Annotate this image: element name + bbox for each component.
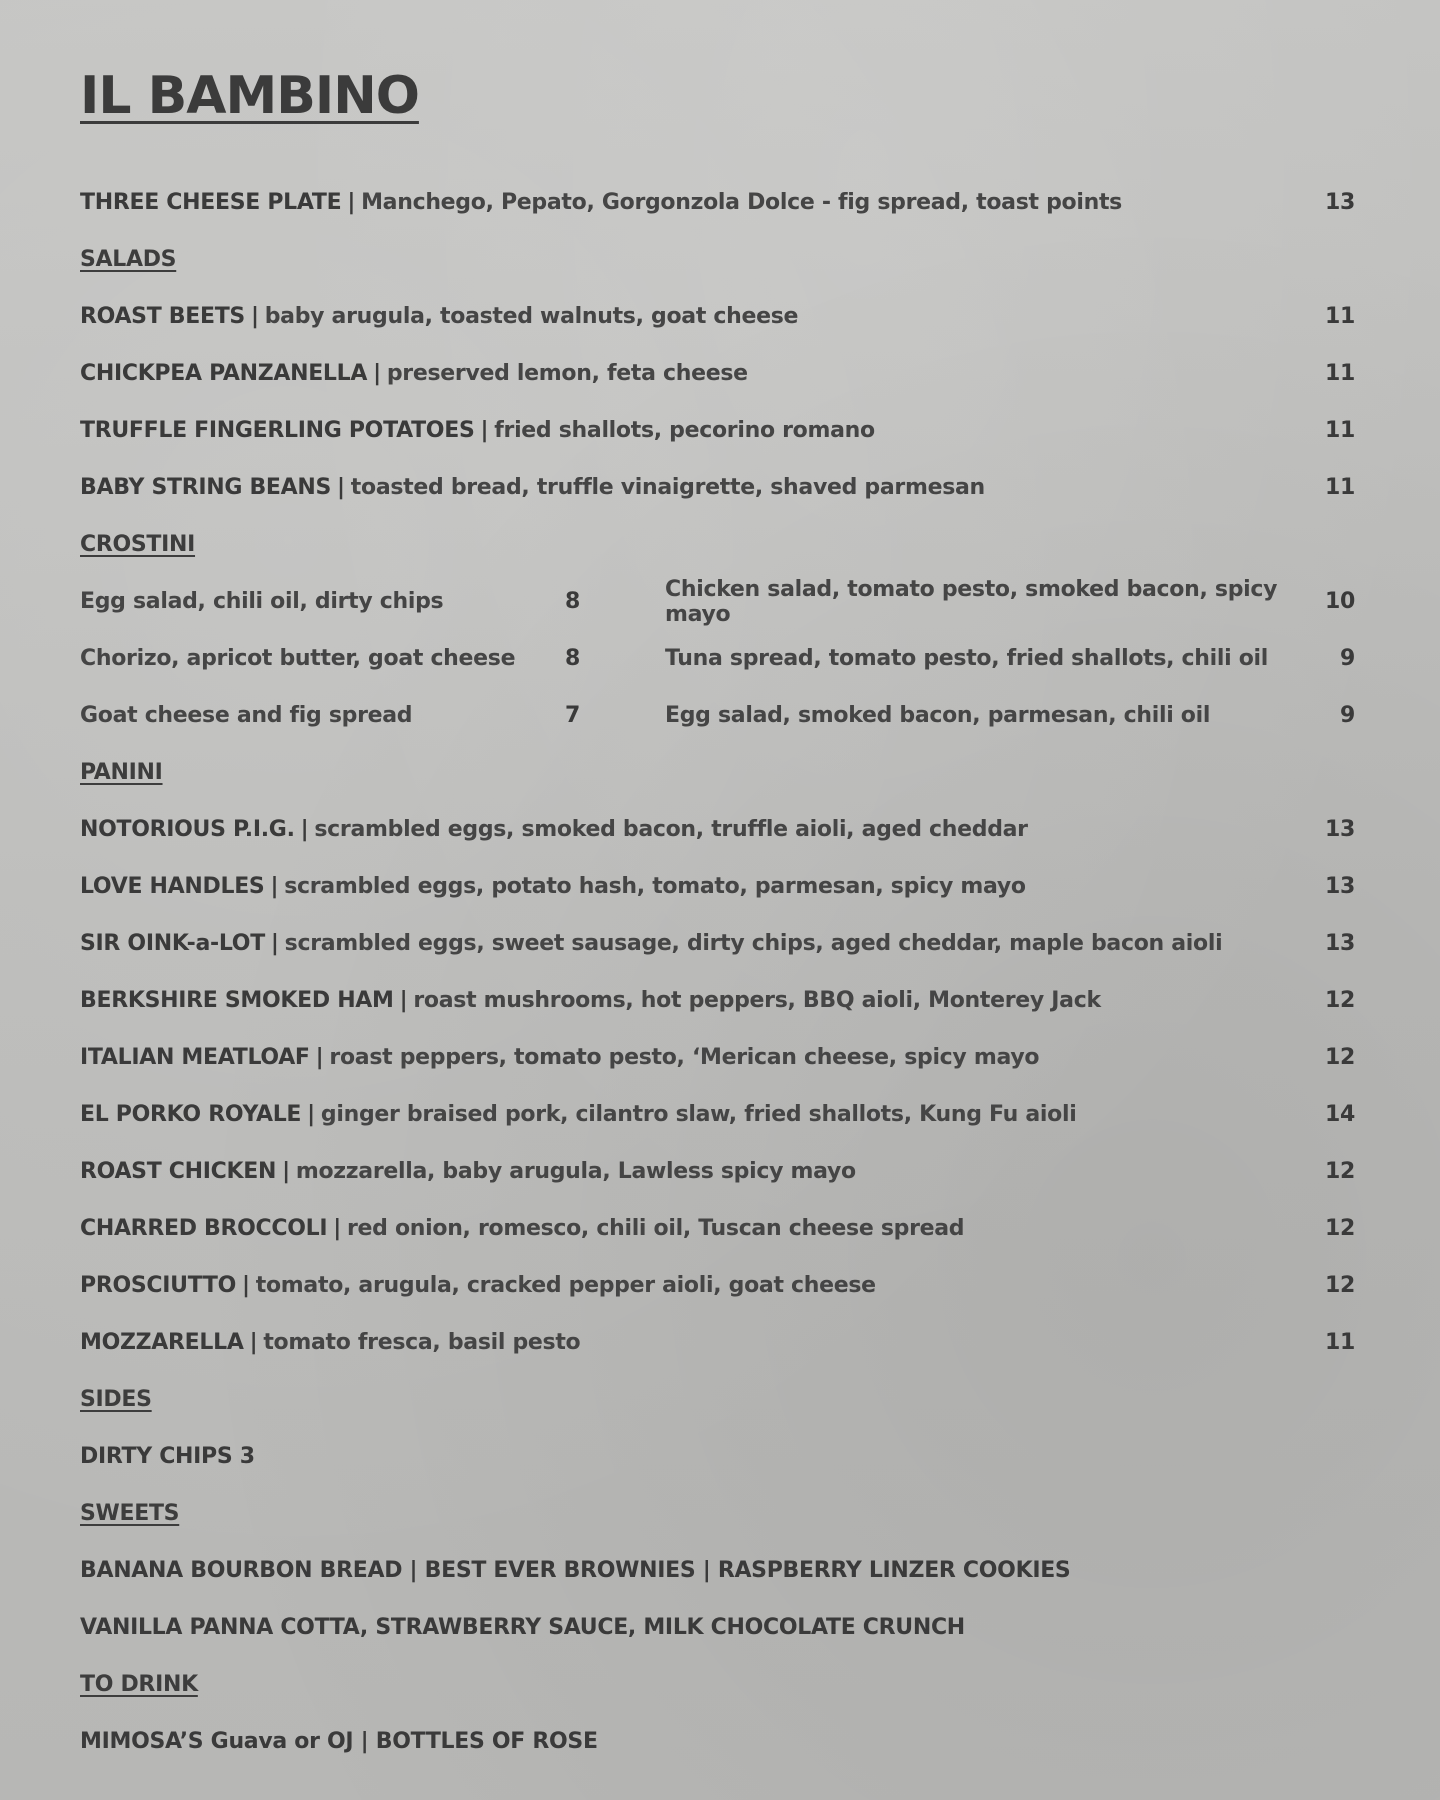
- item-price: 12: [1324, 1273, 1355, 1298]
- item-price: 11: [1324, 475, 1355, 500]
- separator: |: [399, 988, 408, 1013]
- item-description: tomato, arugula, cracked pepper aioli, goat cheese: [255, 1273, 876, 1298]
- crostini-grid: [80, 573, 1355, 744]
- item-name: CHARRED BROCCOLI: [80, 1216, 328, 1241]
- separator: |: [480, 418, 489, 443]
- item-description: Tuna spread, tomato pesto, fried shallots, chili oil: [665, 646, 1269, 671]
- menu-item: [80, 1029, 1355, 1086]
- item-name: NOTORIOUS P.I.G.: [80, 817, 295, 842]
- menu-item: [80, 1086, 1355, 1143]
- item-description: mozzarella, baby arugula, Lawless spicy mayo: [295, 1159, 856, 1184]
- item-price: 11: [1324, 1330, 1355, 1355]
- item-description: Chorizo, apricot butter, goat cheese: [80, 646, 516, 671]
- crostini-item: [665, 687, 1355, 744]
- separator: |: [300, 817, 309, 842]
- separator: |: [270, 931, 279, 956]
- sides-line: DIRTY CHIPS 3: [80, 1444, 255, 1469]
- separator: |: [270, 874, 279, 899]
- menu-item: [80, 1314, 1355, 1371]
- item-description: tomato fresca, basil pesto: [263, 1330, 581, 1355]
- separator: |: [250, 304, 259, 329]
- section-heading-to-drink: TO DRINK: [80, 1672, 198, 1697]
- item-name: BERKSHIRE SMOKED HAM: [80, 988, 394, 1013]
- separator: |: [249, 1330, 258, 1355]
- item-description: baby arugula, toasted walnuts, goat cheese: [264, 304, 799, 329]
- menu-item: [80, 858, 1355, 915]
- menu-item: [80, 288, 1355, 345]
- item-price: 11: [1324, 304, 1355, 329]
- menu-item: [80, 1200, 1355, 1257]
- item-description: Egg salad, smoked bacon, parmesan, chili oil: [665, 703, 1211, 728]
- item-description: toasted bread, truffle vinaigrette, shaved parmesan: [350, 475, 985, 500]
- item-name: CHICKPEA PANZANELLA: [80, 361, 368, 386]
- item-name: SIR OINK-a-LOT: [80, 931, 265, 956]
- item-price: 9: [1339, 703, 1355, 728]
- menu-item: [80, 801, 1355, 858]
- item-price: 12: [1324, 1159, 1355, 1184]
- menu-item: [80, 1257, 1355, 1314]
- item-name: THREE CHEESE PLATE: [80, 190, 342, 215]
- item-price: 13: [1324, 931, 1355, 956]
- item-name: EL PORKO ROYALE: [80, 1102, 302, 1127]
- menu-item: [80, 345, 1355, 402]
- menu-title: IL BAMBINO: [80, 66, 419, 126]
- item-description: ginger braised pork, cilantro slaw, fried shallots, Kung Fu aioli: [320, 1102, 1077, 1127]
- crostini-item: [80, 630, 580, 687]
- separator: |: [373, 361, 381, 386]
- drinks-line: MIMOSA’S Guava or OJ | BOTTLES OF ROSE: [80, 1729, 598, 1754]
- item-description: scrambled eggs, potato hash, tomato, parmesan, spicy mayo: [284, 874, 1026, 899]
- item-price: 13: [1324, 874, 1355, 899]
- item-description: scrambled eggs, smoked bacon, truffle aioli, aged cheddar: [314, 817, 1028, 842]
- menu-item: [80, 1143, 1355, 1200]
- item-name: LOVE HANDLES: [80, 874, 265, 899]
- item-description: Egg salad, chili oil, dirty chips: [80, 589, 444, 614]
- section-heading-panini: PANINI: [80, 760, 163, 785]
- section-heading-sweets: SWEETS: [80, 1501, 180, 1526]
- item-price: 12: [1324, 1216, 1355, 1241]
- crostini-column-left: [80, 573, 580, 744]
- menu-item: [80, 915, 1355, 972]
- item-price: 14: [1324, 1102, 1355, 1127]
- item-description: roast peppers, tomato pesto, ‘Merican cheese, spicy mayo: [329, 1045, 1040, 1070]
- item-price: 8: [564, 646, 580, 671]
- separator: |: [337, 475, 345, 500]
- item-name: ITALIAN MEATLOAF: [80, 1045, 310, 1070]
- menu-item: [80, 972, 1355, 1029]
- item-description: red onion, romesco, chili oil, Tuscan cheese spread: [346, 1216, 965, 1241]
- item-price: 12: [1324, 988, 1355, 1013]
- item-description: Chicken salad, tomato pesto, smoked bacon, spicy mayo: [665, 576, 1278, 627]
- section-heading-sides: SIDES: [80, 1387, 152, 1412]
- separator: |: [315, 1045, 324, 1070]
- item-name: PROSCIUTTO: [80, 1273, 237, 1298]
- item-name: ROAST CHICKEN: [80, 1159, 277, 1184]
- item-price: 13: [1324, 190, 1355, 215]
- crostini-item: [665, 630, 1355, 687]
- item-name: TRUFFLE FINGERLING POTATOES: [80, 418, 475, 443]
- item-price: 11: [1324, 361, 1355, 386]
- item-price: 11: [1324, 418, 1355, 443]
- crostini-column-right: [665, 573, 1355, 744]
- item-name: BABY STRING BEANS: [80, 475, 332, 500]
- item-description: roast mushrooms, hot peppers, BBQ aioli, Monterey Jack: [413, 988, 1101, 1013]
- item-price: 9: [1339, 646, 1355, 671]
- item-price: 13: [1324, 817, 1355, 842]
- separator: |: [307, 1102, 315, 1127]
- item-description: Manchego, Pepato, Gorgonzola Dolce - fig spread, toast points: [361, 190, 1122, 215]
- section-heading-crostini: CROSTINI: [80, 532, 196, 557]
- menu-item: [80, 402, 1355, 459]
- item-name: ROAST BEETS: [80, 304, 245, 329]
- item-description: preserved lemon, feta cheese: [386, 361, 748, 386]
- menu-item-cheese-plate: [80, 174, 1355, 231]
- separator: |: [282, 1159, 290, 1184]
- sweets-line-1: BANANA BOURBON BREAD | BEST EVER BROWNIES | RASPBERRY LINZER COOKIES: [80, 1558, 1071, 1583]
- item-description: Goat cheese and fig spread: [80, 703, 413, 728]
- crostini-item: [665, 573, 1355, 630]
- item-price: 8: [564, 589, 580, 614]
- item-description: fried shallots, pecorino romano: [494, 418, 875, 443]
- crostini-item: [80, 687, 580, 744]
- separator: |: [242, 1273, 250, 1298]
- separator: |: [333, 1216, 341, 1241]
- menu: [80, 66, 1355, 1770]
- section-heading-salads: SALADS: [80, 247, 177, 272]
- item-price: 12: [1324, 1045, 1355, 1070]
- item-price: 10: [1324, 589, 1355, 614]
- sweets-line-2: VANILLA PANNA COTTA, STRAWBERRY SAUCE, MILK CHOCOLATE CRUNCH: [80, 1615, 965, 1640]
- item-price: 7: [564, 703, 580, 728]
- item-description: scrambled eggs, sweet sausage, dirty chips, aged cheddar, maple bacon aioli: [284, 931, 1223, 956]
- separator: |: [347, 190, 356, 215]
- menu-item: [80, 459, 1355, 516]
- crostini-item: [80, 573, 580, 630]
- item-name: MOZZARELLA: [80, 1330, 244, 1355]
